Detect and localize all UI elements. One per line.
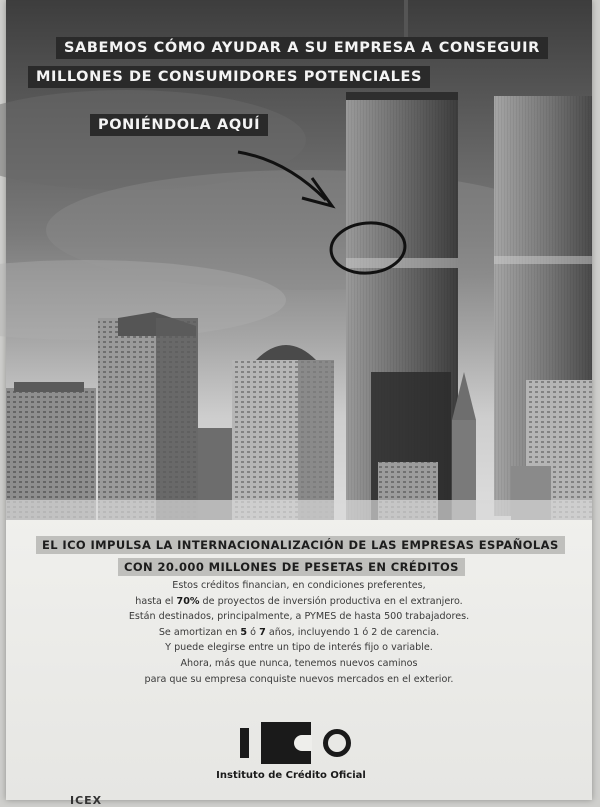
advertisement-page — [6, 0, 592, 807]
footer-cut-text: ICEX — [70, 794, 103, 807]
headline-line-1: SABEMOS CÓMO AYUDAR A SU EMPRESA A CONSEGUIR — [56, 37, 548, 59]
body-line-1: Estos créditos financian, en condiciones preferentes, — [172, 580, 426, 591]
body-line-5: Y puede elegirse entre un tipo de interés fijo o variable. — [165, 642, 433, 654]
headline-line-2: MILLONES DE CONSUMIDORES POTENCIALES — [28, 66, 430, 88]
body-line-2 — [6, 594, 592, 610]
body-copy — [6, 578, 592, 687]
body-line-6: Ahora, más que nunca, tenemos nuevos caminos — [180, 657, 418, 669]
logo-subtitle: Instituto de Crédito Oficial — [216, 770, 366, 781]
logo-letter-o — [323, 729, 351, 757]
subheadline-line-1: EL ICO IMPULSA LA INTERNACIONALIZACIÓN DE LAS EMPRESAS ESPAÑOLAS — [36, 536, 565, 554]
headline-line-3: PONIÉNDOLA AQUÍ — [90, 114, 268, 136]
subheadline-line-2: CON 20.000 MILLONES DE PESETAS EN CRÉDITOS — [118, 558, 465, 576]
body-line-4-pre: Se amortizan en — [158, 626, 241, 638]
body-line-3: Están destinados, principalmente, a PYMES de hasta 500 trabajadores. — [128, 611, 470, 623]
body-line-4-mid: ó — [247, 626, 260, 638]
skyline-photo — [6, 0, 592, 520]
logo-letter-i — [240, 728, 249, 758]
body-line-4-bold-2: 7 — [259, 626, 266, 638]
ico-logo — [240, 722, 351, 764]
copy-section — [6, 520, 592, 807]
body-line-4-post: años, incluyendo 1 ó 2 de carencia. — [265, 626, 440, 638]
logo-letter-c — [261, 722, 311, 764]
body-line-2-pre: hasta el — [135, 595, 177, 607]
body-line-7: para que su empresa conquiste nuevos mercados en el exterior. — [144, 673, 454, 685]
body-line-4-bold-1: 5 — [240, 626, 248, 638]
body-line-4 — [6, 625, 592, 641]
body-line-2-bold: 70% — [176, 595, 200, 607]
body-line-2-post: de proyectos de inversión productiva en el extranjero. — [199, 595, 463, 607]
